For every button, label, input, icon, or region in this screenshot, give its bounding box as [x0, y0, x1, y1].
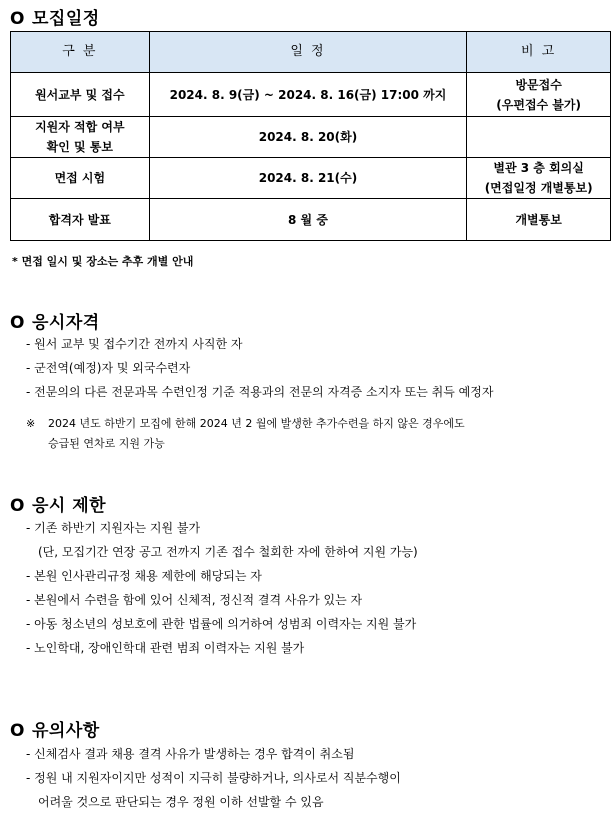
cell-schedule: 2024. 8. 9(금) ~ 2024. 8. 16(금) 17:00 까지	[149, 73, 467, 117]
table-row	[11, 199, 611, 241]
list-item: - 신체검사 결과 채용 결격 사유가 발생하는 경우 합격이 취소됨	[26, 747, 355, 761]
list-item: - 본원에서 수련을 함에 있어 신체적, 정신적 결격 사유가 있는 자	[26, 593, 363, 607]
remarks-line: (면접일정 개별통보)	[484, 181, 593, 195]
reference-mark-icon: ※	[26, 417, 36, 430]
list-item: - 군전역(예정)자 및 외국수련자	[26, 361, 191, 375]
cell-category	[11, 117, 150, 158]
cell-category: 면접 시험	[11, 158, 150, 199]
cell-category: 원서교부 및 접수	[11, 73, 150, 117]
cell-schedule: 2024. 8. 20(화)	[149, 117, 467, 158]
section-title: 유의사항	[32, 721, 100, 741]
header-remarks: 비 고	[467, 32, 611, 73]
list-item: - 원서 교부 및 접수기간 전까지 사직한 자	[26, 337, 243, 351]
schedule-note: * 면접 일시 및 장소는 추후 개별 안내	[12, 255, 194, 268]
list-item: 어려울 것으로 판단되는 경우 정원 이하 선발할 수 있음	[38, 795, 324, 809]
header-schedule: 일 정	[149, 32, 467, 73]
qualifications-remark	[26, 414, 465, 454]
cell-remarks: 개별통보	[467, 199, 611, 241]
section-heading-precautions	[10, 716, 100, 741]
header-category: 구 분	[11, 32, 150, 73]
table-row	[11, 117, 611, 158]
precautions-list	[26, 742, 401, 814]
section-marker: O	[10, 313, 25, 333]
list-item: - 본원 인사관리규정 채용 제한에 해당되는 자	[26, 569, 262, 583]
cell-category: 합격자 발표	[11, 199, 150, 241]
schedule-table	[10, 31, 611, 241]
cell-remarks	[467, 73, 611, 117]
table-row	[11, 158, 611, 199]
cell-schedule: 8 월 중	[149, 199, 467, 241]
list-item: - 기존 하반기 지원자는 지원 불가	[26, 521, 201, 535]
section-marker: O	[10, 9, 25, 29]
remarks-line: (우편접수 불가)	[496, 97, 581, 112]
section-title: 모집일정	[32, 9, 100, 29]
section-title: 응시 제한	[32, 496, 107, 516]
section-marker: O	[10, 721, 25, 741]
remark-line: 2024 년도 하반기 모집에 한해 2024 년 2 월에 발생한 추가수련을 하지 않은 경우에도	[48, 417, 465, 430]
cell-remarks	[467, 158, 611, 199]
list-item: - 노인학대, 장애인학대 관련 범죄 이력자는 지원 불가	[26, 641, 305, 655]
cell-schedule: 2024. 8. 21(수)	[149, 158, 467, 199]
remarks-line: 방문접수	[515, 77, 562, 92]
category-line: 지원자 적합 여부	[35, 120, 125, 134]
remark-line: 승급된 연차로 지원 가능	[48, 437, 165, 450]
section-title: 응시자격	[32, 313, 100, 333]
list-item: - 아동 청소년의 성보호에 관한 법률에 의거하여 성범죄 이력자는 지원 불가	[26, 617, 417, 631]
table-row	[11, 73, 611, 117]
restrictions-list	[26, 516, 418, 660]
section-heading-restrictions	[10, 491, 106, 516]
remarks-line: 별관 3 층 회의실	[493, 161, 584, 175]
section-heading-qualifications	[10, 308, 100, 333]
list-item: - 전문의의 다른 전문과목 수련인정 기준 적용과의 전문의 자격증 소지자 또는 취득 예정자	[26, 385, 494, 399]
category-line: 확인 및 통보	[46, 140, 113, 154]
qualifications-list	[26, 332, 493, 404]
table-header-row	[11, 32, 611, 73]
list-item: (단, 모집기간 연장 공고 전까지 기존 접수 철회한 자에 한하여 지원 가능)	[38, 545, 418, 559]
section-marker: O	[10, 496, 25, 516]
list-item: - 정원 내 지원자이지만 성적이 지극히 불량하거나, 의사로서 직분수행이	[26, 771, 401, 785]
cell-remarks	[467, 117, 611, 158]
section-heading-schedule	[10, 4, 100, 29]
